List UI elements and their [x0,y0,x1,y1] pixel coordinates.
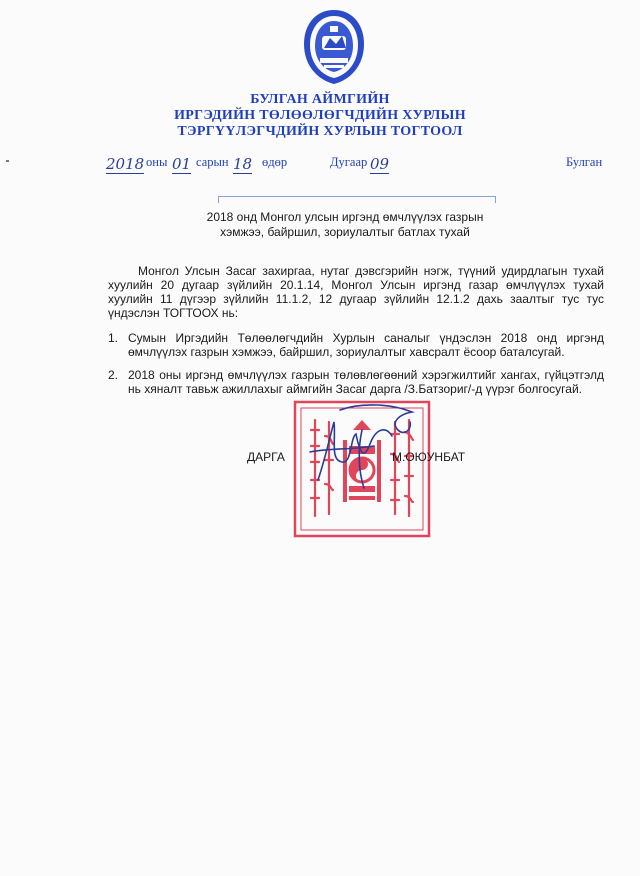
number-label: Дугаар [330,155,368,169]
handwritten-signature [300,400,420,496]
item-text: Сумын Иргэдийн Төлөөлөгчдийн Хурлын саналыг үндэслэн 2018 онд иргэнд өмчлүүлэх газрын хэмжээ, байршил, зориулалтыг хавсралт ёсоор баталсугай. [128,331,604,359]
header-resolution: ТЭРГҮҮЛЭГЧДИЙН ХУРЛЫН ТОГТООЛ [177,124,463,139]
signer-name: М.ОЮУНБАТ [392,450,466,464]
header-council: ИРГЭДИЙН ТӨЛӨӨЛӨГЧДИЙН ХУРЛЫН [174,108,466,123]
date-year: 2018 [106,155,145,173]
signer-title: ДАРГА [247,450,285,464]
date-number-line [0,151,640,171]
date-month: 01 [172,155,192,173]
subject-line-2: хэмжээ, байршил, зориулалтыг батлах тухай [220,225,470,239]
place-name: Булган [566,155,603,169]
date-day: 18 [233,155,253,173]
subject-line-1: 2018 онд Монгол улсын иргэнд өмчлүүлэх газрын [206,210,484,224]
preamble-paragraph: Монгол Улсын Засаг захиргаа, нутаг дэвсгэрийн нэгж, түүний удирдлагын тухай хуулийн 20 дугаар зүйлийн 20.1.14, Монгол Улсын иргэнд газар өмчлүүлэх тухай хуулийн 11 дүгээр зүйлийн 11.1.2, 12 дугаар зүйлийн 12.1.2 дахь заалтыг тус тус үндэслэн ТОГТООХ нь: [108,264,604,320]
date-day-label: өдөр [262,155,288,169]
item-number: 2. [108,368,119,382]
item-text: 2018 оны иргэнд өмчлүүлэх газрын төлөвлөгөөний хэрэгжилтийг хангах, гүйцэтгэлд нь хяналт тавьж ажиллахыг аймгийн Засаг дарга /З.Батзориг/-д үүрэг болгосугай. [128,368,604,396]
header-aimag: БУЛГАН АЙМГИЙН [250,92,390,107]
resolution-subject [200,210,490,240]
state-emblem-icon [300,8,368,86]
subject-bracket [218,196,496,207]
item-number: 1. [108,331,119,345]
date-year-label: оны [146,155,168,169]
resolution-number: 09 [370,155,390,173]
date-month-label: сарын [196,155,229,169]
